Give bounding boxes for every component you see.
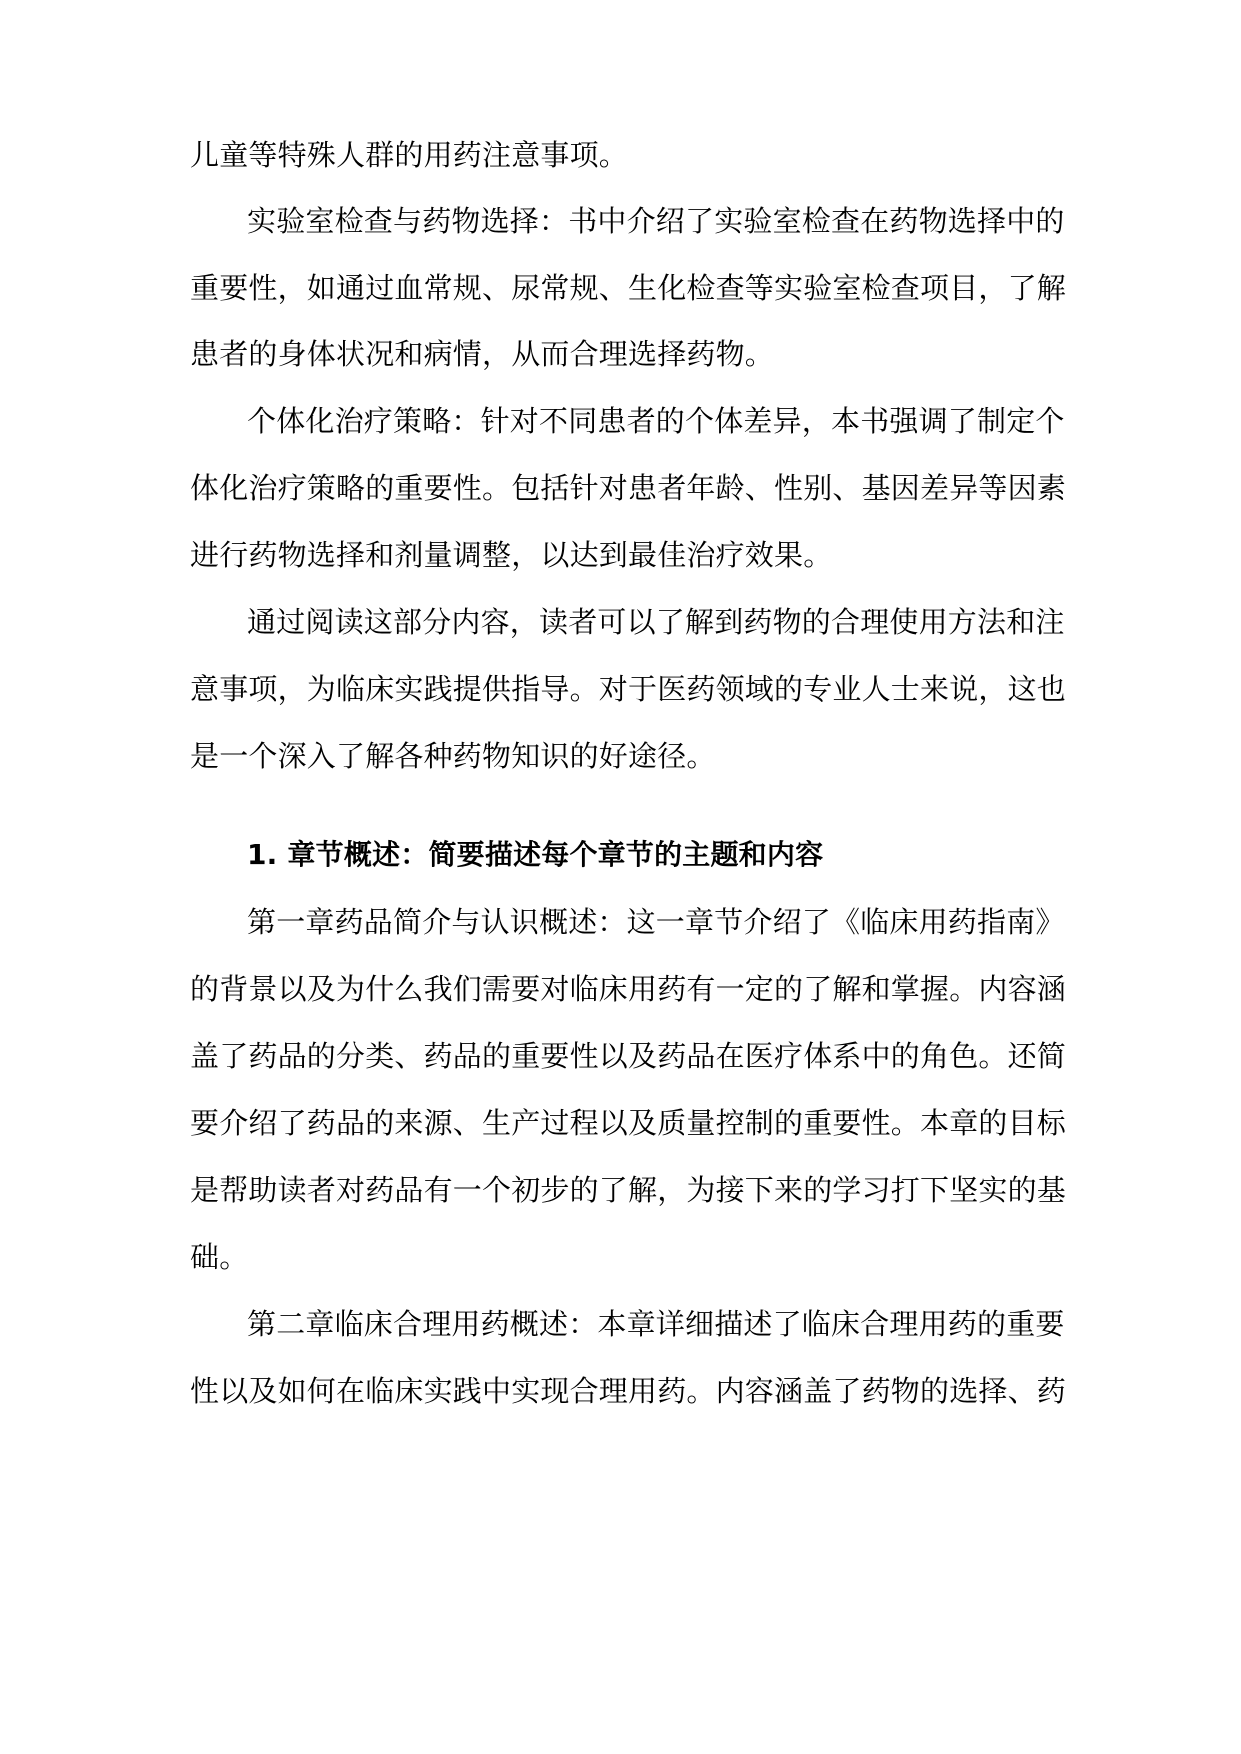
paragraph-line: 意事项，为临床实践提供指导。对于医药领域的专业人士来说，这也 xyxy=(190,672,1067,706)
paragraph-line: 是帮助读者对药品有一个初步的了解，为接下来的学习打下坚实的基 xyxy=(190,1173,1067,1207)
paragraph-line: 性以及如何在临床实践中实现合理用药。内容涵盖了药物的选择、药 xyxy=(190,1374,1067,1408)
paragraph-line: 患者的身体状况和病情，从而合理选择药物。 xyxy=(190,337,775,371)
paragraph-line: 实验室检查与药物选择：书中介绍了实验室检查在药物选择中的 xyxy=(247,204,1065,238)
paragraph-line: 个体化治疗策略：针对不同患者的个体差异，本书强调了制定个 xyxy=(247,404,1065,438)
paragraph-line: 础。 xyxy=(190,1240,249,1274)
paragraph-line: 体化治疗策略的重要性。包括针对患者年龄、性别、基因差异等因素 xyxy=(190,471,1067,505)
section-heading: 1. 章节概述：简要描述每个章节的主题和内容 xyxy=(247,838,824,871)
paragraph-line: 的背景以及为什么我们需要对临床用药有一定的了解和掌握。内容涵 xyxy=(190,972,1067,1006)
paragraph-line: 盖了药品的分类、药品的重要性以及药品在医疗体系中的角色。还简 xyxy=(190,1039,1067,1073)
paragraph-line: 进行药物选择和剂量调整，以达到最佳治疗效果。 xyxy=(190,538,833,572)
paragraph-line: 重要性，如通过血常规、尿常规、生化检查等实验室检查项目，了解 xyxy=(190,271,1067,305)
paragraph-line: 第一章药品简介与认识概述：这一章节介绍了《临床用药指南》 xyxy=(247,905,1065,939)
paragraph-line: 要介绍了药品的来源、生产过程以及质量控制的重要性。本章的目标 xyxy=(190,1106,1067,1140)
paragraph-line: 第二章临床合理用药概述：本章详细描述了临床合理用药的重要 xyxy=(247,1307,1065,1341)
paragraph-line: 儿童等特殊人群的用药注意事项。 xyxy=(190,138,629,172)
paragraph-line: 通过阅读这部分内容，读者可以了解到药物的合理使用方法和注 xyxy=(247,605,1065,639)
paragraph-line: 是一个深入了解各种药物知识的好途径。 xyxy=(190,739,716,773)
